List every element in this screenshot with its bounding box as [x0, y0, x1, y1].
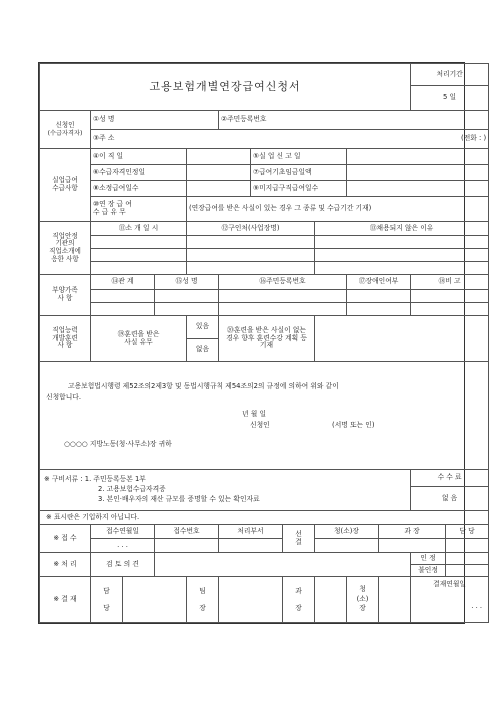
sign-note[interactable]: (서명 또는 인) — [332, 420, 375, 429]
family-cell[interactable] — [91, 290, 155, 303]
agency-row-cell[interactable] — [187, 236, 315, 249]
officer-header: 담 당 — [446, 525, 489, 539]
application-form — [38, 62, 487, 624]
document-item-1: 1. 주민등록등본 1부 — [84, 475, 146, 484]
approval-team-sign[interactable] — [219, 577, 283, 623]
family-note-header: ⑱비 고 — [411, 275, 489, 290]
family-rrn-header: ⑯주민등록번호 — [219, 275, 347, 290]
documents-label: ※ 구비서류 : — [44, 475, 83, 484]
approval-section-cell — [283, 577, 315, 623]
qualification-date-input[interactable] — [187, 165, 251, 181]
approval-officer-1: 담 — [103, 587, 110, 596]
family-name-header: ⑮성 명 — [155, 275, 219, 290]
training-yes-option[interactable]: 있음 — [187, 316, 219, 339]
receipt-dept-header: 처리부서 — [219, 525, 283, 539]
employer-header: ⑫구인처(사업장명) — [187, 222, 315, 236]
phone-field[interactable]: (전화 : ) — [347, 130, 489, 149]
processing-label: ※ 처 리 — [40, 553, 91, 577]
approval-date-input[interactable]: . . . — [471, 601, 483, 610]
extension-label: ⑩연 장 급 여 수 급 유 무 — [91, 197, 187, 222]
period-value: 5 일 — [411, 86, 489, 111]
training-label: 직업능력 개발훈련 사 항 — [40, 316, 91, 362]
form-title: 고용보험개별연장급여신청서 — [149, 79, 301, 93]
report-date-label: ⑤실 업 신 고 일 — [251, 149, 347, 165]
applicant-label-sub: (수급자격자) — [47, 129, 83, 137]
approval-date-cell — [411, 577, 489, 623]
receipt-number-input[interactable] — [155, 539, 219, 553]
signer-label: 신청인 — [250, 420, 270, 429]
receipt-number-header: 접수번호 — [155, 525, 219, 539]
unpaid-days-input[interactable] — [347, 181, 489, 197]
applicant-label: 신청인 — [55, 121, 75, 130]
chief-sign[interactable] — [315, 539, 379, 553]
documents-cell — [40, 470, 411, 511]
training-plan-label: ⑳훈련을 받은 사실이 없는 경우 향후 훈련수강 계획 등 기재 — [219, 316, 315, 362]
benefit-days-input[interactable] — [187, 181, 251, 197]
training-received-label: ⑲훈련을 받은 사실 유무 — [91, 316, 187, 362]
daily-wage-input[interactable] — [347, 165, 489, 181]
receipt-date-input[interactable]: . . . — [91, 539, 155, 553]
review-input[interactable] — [155, 553, 411, 577]
agency-row-cell[interactable] — [91, 236, 187, 249]
benefit-label: 실업급여 수급사항 — [40, 149, 91, 222]
family-cell[interactable] — [411, 303, 489, 316]
receipt-date-header: 접수연월일 — [91, 525, 155, 539]
training-no-option[interactable]: 없음 — [187, 339, 219, 362]
address-field[interactable]: ③주 소 — [91, 130, 347, 149]
approval-chief-3: 장 — [359, 604, 366, 613]
approval-label: ※ 결 재 — [40, 577, 91, 623]
declaration-date[interactable]: 년 월 일 — [242, 410, 267, 419]
approval-team-cell — [187, 577, 219, 623]
document-item-2: 2. 고용보험수급자격증 — [98, 485, 166, 494]
recipient: ○○○○ 지방노동(청·사무소)장 귀하 — [64, 439, 172, 448]
approval-officer-cell — [91, 577, 123, 623]
form-title-cell — [40, 64, 411, 111]
approval-chief-cell — [347, 577, 379, 623]
approval-section-sign[interactable] — [315, 577, 347, 623]
extension-note[interactable]: (연장급여를 받은 사실이 있는 경우 그 종류 및 수급기간 기재) — [187, 197, 489, 222]
family-cell[interactable] — [91, 303, 155, 316]
approval-section-2: 장 — [295, 603, 302, 612]
officer-sign[interactable] — [446, 539, 489, 553]
reason-header: ⑬채용되지 않은 이유 — [315, 222, 489, 236]
intro-date-header: ⑪소 개 일 시 — [91, 222, 187, 236]
family-cell[interactable] — [411, 290, 489, 303]
applicant-label-cell — [40, 111, 91, 149]
reject-input[interactable] — [446, 565, 489, 577]
agency-row-cell[interactable] — [91, 262, 187, 275]
approval-officer-2: 당 — [103, 603, 110, 612]
period-label: 처리기간 — [411, 64, 489, 86]
accept-label: 인 정 — [411, 553, 446, 565]
qualification-date-label: ⑥수급자격인정일 — [91, 165, 187, 181]
leave-date-label: ④이 직 일 — [91, 149, 187, 165]
review-label: 검 토 의 견 — [91, 553, 155, 577]
document-item-3: 3. 본인·배우자의 재산 규모를 증명할 수 있는 확인자료 — [98, 494, 260, 503]
form-table — [39, 63, 489, 623]
agency-row-cell[interactable] — [187, 249, 315, 262]
approval-team-2: 장 — [199, 603, 206, 612]
fee-label: 수 수 료 — [411, 470, 489, 487]
daily-wage-label: ⑦급여기초임금일액 — [251, 165, 347, 181]
approval-date-label: 결재연월일 — [433, 580, 466, 588]
rrn-field[interactable]: ②주민등록번호 — [219, 111, 489, 130]
family-cell[interactable] — [219, 290, 347, 303]
family-cell[interactable] — [155, 303, 219, 316]
fee-value: 없 음 — [411, 487, 489, 511]
unpaid-days-label: ⑨미지급구직급여일수 — [251, 181, 347, 197]
disabled-header: ⑰장애인여부 — [347, 275, 411, 290]
approval-chief-1: 청 — [359, 585, 366, 594]
family-cell[interactable] — [219, 303, 347, 316]
agency-row-cell[interactable] — [315, 236, 489, 249]
declaration-text-1: 고용보험법시행령 제52조의2제3항 및 동법시행규칙 제54조의2의 규정에 의하여 위와 같이 — [68, 382, 339, 391]
reject-label: 불인정 — [411, 565, 446, 577]
agency-label: 직업안정 기관의 직업소개에 응한 사항 — [40, 222, 91, 275]
training-plan-input[interactable] — [315, 316, 489, 362]
approval-chief-sign[interactable] — [379, 577, 411, 623]
agency-row-cell[interactable] — [315, 249, 489, 262]
name-field[interactable]: ①성 명 — [91, 111, 219, 130]
signer-line — [46, 420, 482, 431]
agency-row-cell[interactable] — [315, 262, 489, 275]
receipt-dept-input[interactable] — [219, 539, 283, 553]
approval-section-1: 과 — [295, 587, 302, 596]
approval-chief-2: (소) — [356, 594, 369, 603]
benefit-days-label: ⑧소정급여일수 — [91, 181, 187, 197]
family-cell[interactable] — [155, 290, 219, 303]
declaration-cell — [40, 362, 489, 470]
leave-date-input[interactable] — [187, 149, 251, 165]
notice: ※ 표시란은 기입하지 아닙니다. — [40, 511, 489, 525]
family-label: 부양가족 사 항 — [40, 275, 91, 316]
receipt-approval-label: 선 결 — [283, 525, 315, 553]
family-cell[interactable] — [347, 290, 411, 303]
approval-team-1: 팀 — [199, 587, 206, 596]
report-date-input[interactable] — [347, 149, 489, 165]
section-sign[interactable] — [379, 539, 446, 553]
receipt-label: ※ 접 수 — [40, 525, 91, 553]
declaration-text-2: 신청합니다. — [46, 393, 81, 402]
relation-header: ⑭관 계 — [91, 275, 155, 290]
agency-row-cell[interactable] — [187, 262, 315, 275]
approval-officer-sign[interactable] — [123, 577, 187, 623]
section-header: 과 장 — [379, 525, 446, 539]
accept-input[interactable] — [446, 553, 489, 565]
chief-header: 청(소)장 — [315, 525, 379, 539]
agency-row-cell[interactable] — [91, 249, 187, 262]
family-cell[interactable] — [347, 303, 411, 316]
